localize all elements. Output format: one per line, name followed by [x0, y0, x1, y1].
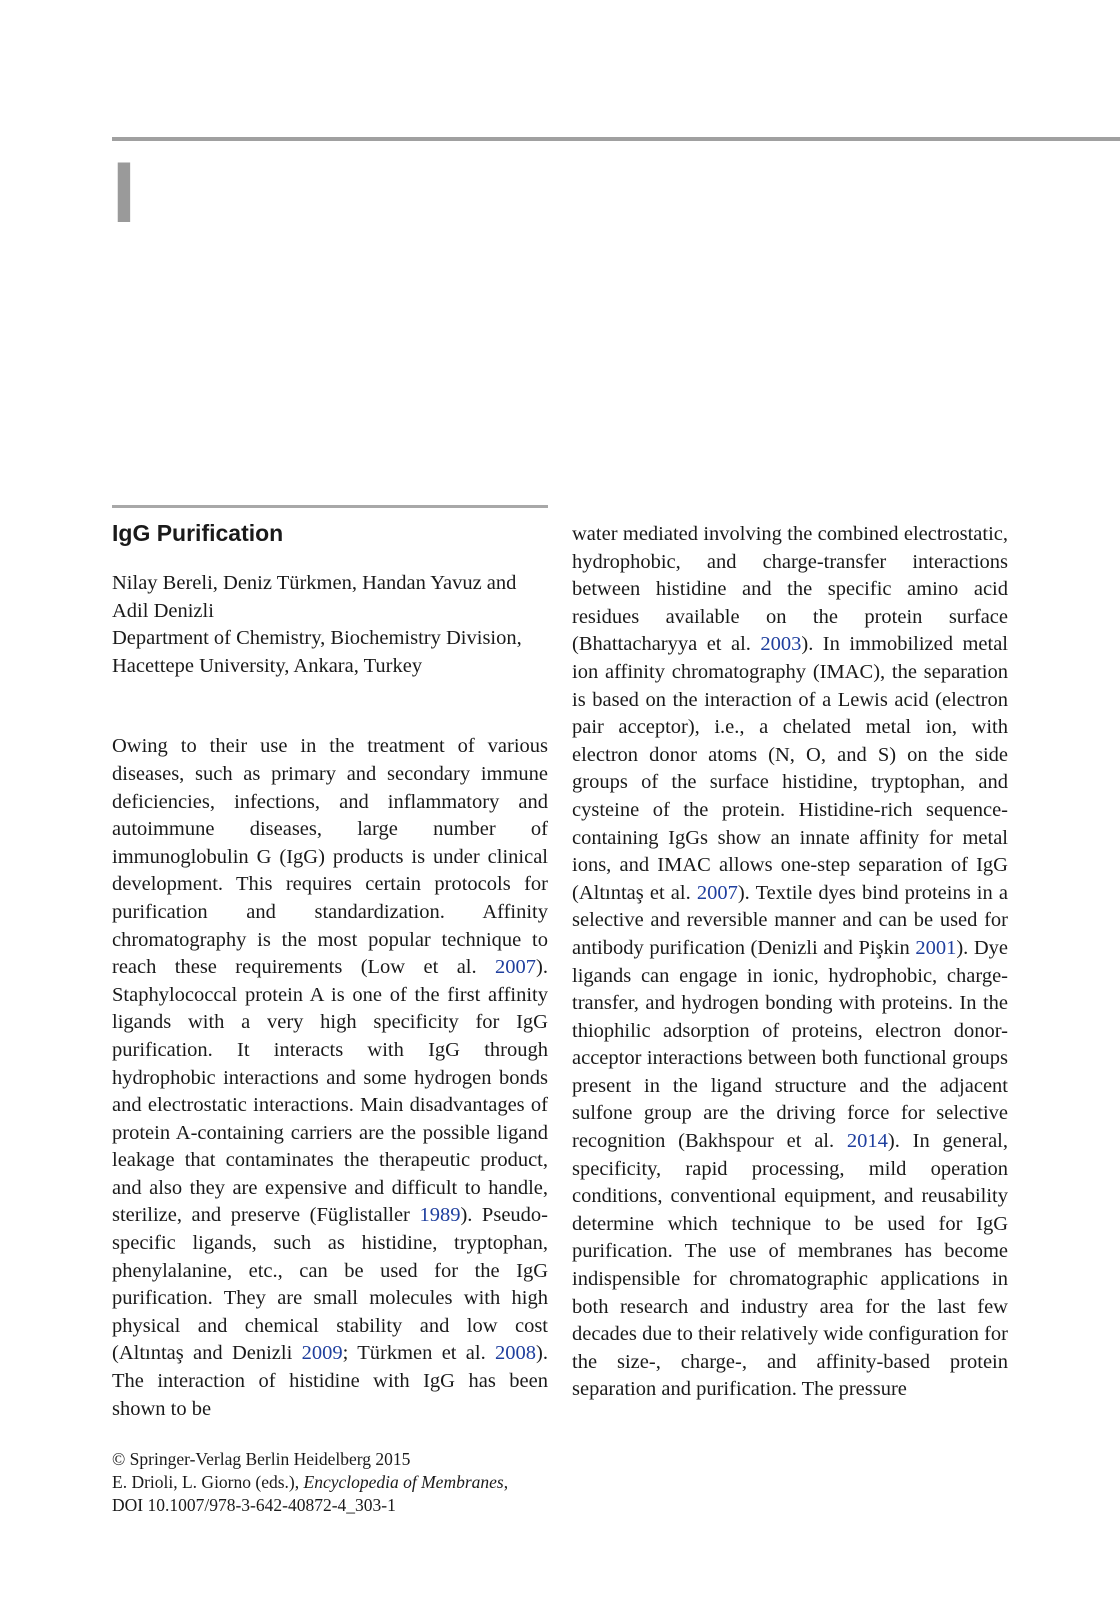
citation-line: [112, 1471, 508, 1494]
citation-link[interactable]: 2001: [915, 936, 957, 959]
text-run: ). The interaction of histidine with IgG has been shown to be: [112, 1342, 548, 1420]
text-run: ). In immobilized metal ion affinity chromatography (IMAC), the separation is based on the interaction of a Lewis acid (electron pair acceptor), i.e., a chelated metal ion, with electron donor atoms (N, O, and S) on the side groups of the surface histidine, tryptophan, and cysteine of the protein. Histidine-rich sequence-containing IgGs show an innate affinity for metal ions, and IMAC allows one-step separation of IgG (Altıntaş et al.: [572, 633, 1008, 904]
citation-link[interactable]: 2009: [301, 1342, 343, 1365]
book-title-suffix: ,: [503, 1472, 509, 1492]
title-rule: [112, 505, 548, 508]
citation-link[interactable]: 2003: [760, 633, 802, 656]
text-run: ; Türkmen et al.: [342, 1342, 496, 1365]
right-column: [572, 521, 1008, 1404]
text-run: ). In general, specificity, rapid processing, mild operation conditions, conventional equipment, and reusability determine which technique to be used for IgG purification. The use of membranes has become indispensible for chromatographic applications in both research and industry area for the last few decades due to their relatively wide configuration for the size-, charge-, and affinity-based protein separation and purification. The pressure: [572, 1130, 1008, 1401]
article-title: IgG Purification: [112, 520, 284, 546]
authors: Nilay Bereli, Deniz Türkmen, Handan Yavuz and Adil Denizli: [112, 572, 517, 622]
citation-link[interactable]: 2007: [495, 956, 537, 979]
text-run: ). Textile dyes bind proteins in a selective and reversible manner and can be used for antibody purification (Denizli and Pişkin: [572, 881, 1008, 959]
text-run: water mediated involving the combined electrostatic, hydrophobic, and charge-transfer interactions between histidine and the specific amino acid residues available on the protein surface (Bhattacharyya et al.: [572, 523, 1008, 656]
top-rule: [112, 137, 1120, 141]
text-run: ). Staphylococcal protein A is one of the first affinity ligands with a very high specificity for IgG purification. It interacts with IgG through hydrophobic interactions and some hydrogen bonds and electrostatic interactions. Main disadvantages of protein A-containing carriers are the possible ligand leakage that contaminates the therapeutic product, and also they are expensive and difficult to handle, sterilize, and preserve (Füglistaller: [112, 956, 548, 1227]
left-column: [112, 505, 548, 1423]
copyright-line: © Springer-Verlag Berlin Heidelberg 2015: [112, 1449, 411, 1469]
section-letter: I: [112, 145, 136, 241]
doi-line: DOI 10.1007/978-3-642-40872-4_303-1: [112, 1495, 396, 1515]
citation-link[interactable]: 2008: [495, 1342, 537, 1365]
footer: [112, 1448, 508, 1517]
citation-link[interactable]: 2007: [696, 881, 738, 904]
citation-link[interactable]: 1989: [419, 1204, 461, 1227]
body-paragraph-left: [112, 733, 548, 1423]
text-run: Owing to their use in the treatment of various diseases, such as primary and secondary immune deficiencies, infections, and inflammatory and autoimmune diseases, large number of immunoglobulin G (IgG) products is under clinical development. This requires certain protocols for purification and standardization. Affinity chromatography is the most popular technique to reach these requirements (Low et al.: [112, 735, 548, 979]
citation-link[interactable]: 2014: [846, 1130, 888, 1153]
text-run: ). Dye ligands can engage in ionic, hydrophobic, charge-transfer, and hydrogen bonding with proteins. In the thiophilic adsorption of proteins, electron donor-acceptor interactions between both functional groups present in the ligand structure and the adjacent sulfone group are the driving force for selective recognition (Bakhspour et al.: [572, 936, 1008, 1153]
book-title: Encyclopedia of Membranes: [303, 1472, 504, 1492]
affiliation: Department of Chemistry, Biochemistry Division, Hacettepe University, Ankara, Turkey: [112, 627, 522, 677]
editors: E. Drioli, L. Giorno (eds.),: [112, 1472, 304, 1492]
text-run: ). Pseudo-specific ligands, such as histidine, tryptophan, phenylalanine, etc., can be used for the IgG purification. They are small molecules with high physical and chemical stability and low cost (Altıntaş and Denizli: [112, 1204, 548, 1365]
body-paragraph-right: [572, 521, 1008, 1404]
